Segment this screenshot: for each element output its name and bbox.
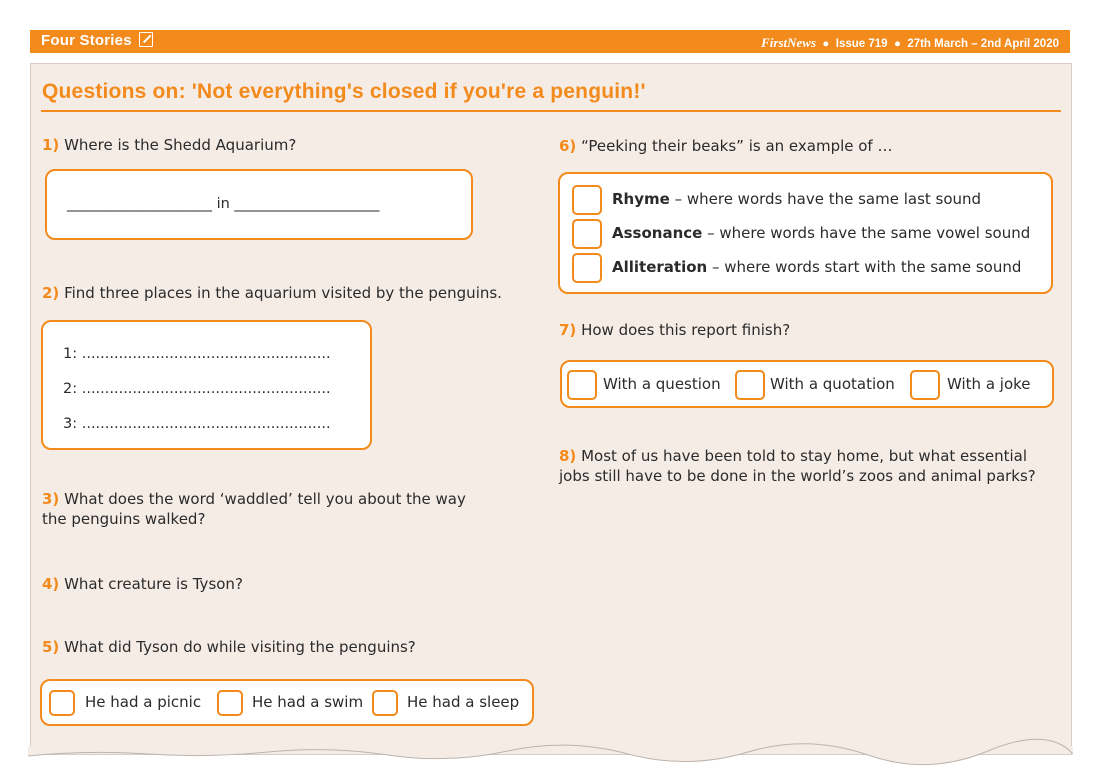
answer-line[interactable]: ____________________ in ____________________ — [67, 196, 380, 212]
question-6 — [559, 136, 892, 156]
answer-box-1[interactable] — [45, 169, 473, 240]
checkbox-swim[interactable] — [217, 690, 243, 716]
checkbox-question[interactable] — [567, 370, 597, 400]
answer-line-3[interactable]: 3: ...................................................... — [63, 416, 331, 432]
option-term: Assonance — [612, 224, 703, 242]
checkbox-quotation[interactable] — [735, 370, 765, 400]
question-number: 4) — [42, 575, 60, 593]
section-title: Four Stories — [41, 32, 132, 49]
option-label: With a question — [603, 375, 721, 393]
pencil-icon — [139, 32, 153, 47]
question-number: 2) — [42, 284, 60, 302]
issue-info: FirstNews ● Issue 719 ● 27th March – 2nd April 2020 — [761, 35, 1059, 50]
checkbox-sleep[interactable] — [372, 690, 398, 716]
question-text: How does this report finish? — [581, 321, 791, 339]
question-number: 6) — [559, 137, 577, 155]
page-title: Questions on: 'Not everything's closed if you're a penguin!' — [42, 80, 646, 103]
question-4 — [42, 574, 243, 594]
question-text: Find three places in the aquarium visited by the penguins. — [64, 284, 502, 302]
issue-dates: 27th March – 2nd April 2020 — [907, 38, 1059, 50]
question-text: What did Tyson do while visiting the penguins? — [64, 638, 416, 656]
choice-box-6 — [558, 172, 1053, 294]
option-desc: – where words start with the same sound — [707, 258, 1022, 276]
option-label: He had a picnic — [85, 693, 202, 711]
option-label: He had a sleep — [407, 693, 520, 711]
question-text: What creature is Tyson? — [64, 575, 243, 593]
checkbox-rhyme[interactable] — [572, 185, 602, 215]
question-text-cont: the penguins walked? — [42, 510, 206, 528]
issue-number: Issue 719 — [835, 38, 888, 50]
question-text: “Peeking their beaks” is an example of … — [581, 137, 893, 155]
option-alliteration — [612, 258, 1021, 276]
question-1 — [42, 135, 296, 155]
question-number: 8) — [559, 447, 577, 465]
checkbox-picnic[interactable] — [49, 690, 75, 716]
option-desc: – where words have the same last sound — [669, 190, 982, 208]
option-label: He had a swim — [252, 693, 364, 711]
choice-box-7 — [560, 360, 1054, 408]
torn-paper-edge — [28, 736, 1073, 766]
question-text: Where is the Shedd Aquarium? — [64, 136, 297, 154]
question-text-cont: jobs still have to be done in the world’s zoos and animal parks? — [559, 467, 1036, 485]
answer-box-2[interactable] — [41, 320, 372, 450]
option-desc: – where words have the same vowel sound — [702, 224, 1031, 242]
option-assonance — [612, 224, 1030, 242]
header-banner — [30, 30, 1070, 53]
question-number: 1) — [42, 136, 60, 154]
answer-line-2[interactable]: 2: ...................................................... — [63, 381, 331, 397]
question-number: 5) — [42, 638, 60, 656]
question-3 — [42, 489, 466, 529]
choice-box-5 — [40, 679, 534, 726]
checkbox-alliteration[interactable] — [572, 253, 602, 283]
brand-name: FirstNews — [761, 35, 817, 50]
worksheet — [30, 63, 1072, 755]
question-5 — [42, 637, 416, 657]
question-number: 7) — [559, 321, 577, 339]
option-term: Alliteration — [612, 258, 708, 276]
option-label: With a joke — [947, 375, 1031, 393]
question-8 — [559, 446, 1036, 486]
question-number: 3) — [42, 490, 60, 508]
answer-line-1[interactable]: 1: ...................................................... — [63, 346, 331, 362]
checkbox-assonance[interactable] — [572, 219, 602, 249]
question-2 — [42, 283, 502, 303]
option-term: Rhyme — [612, 190, 670, 208]
section-label — [41, 32, 153, 49]
checkbox-joke[interactable] — [910, 370, 940, 400]
question-7 — [559, 320, 790, 340]
option-rhyme — [612, 190, 981, 208]
option-label: With a quotation — [770, 375, 895, 393]
title-divider — [41, 110, 1061, 112]
question-text: What does the word ‘waddled’ tell you about the way — [64, 490, 466, 508]
question-text: Most of us have been told to stay home, but what essential — [581, 447, 1028, 465]
